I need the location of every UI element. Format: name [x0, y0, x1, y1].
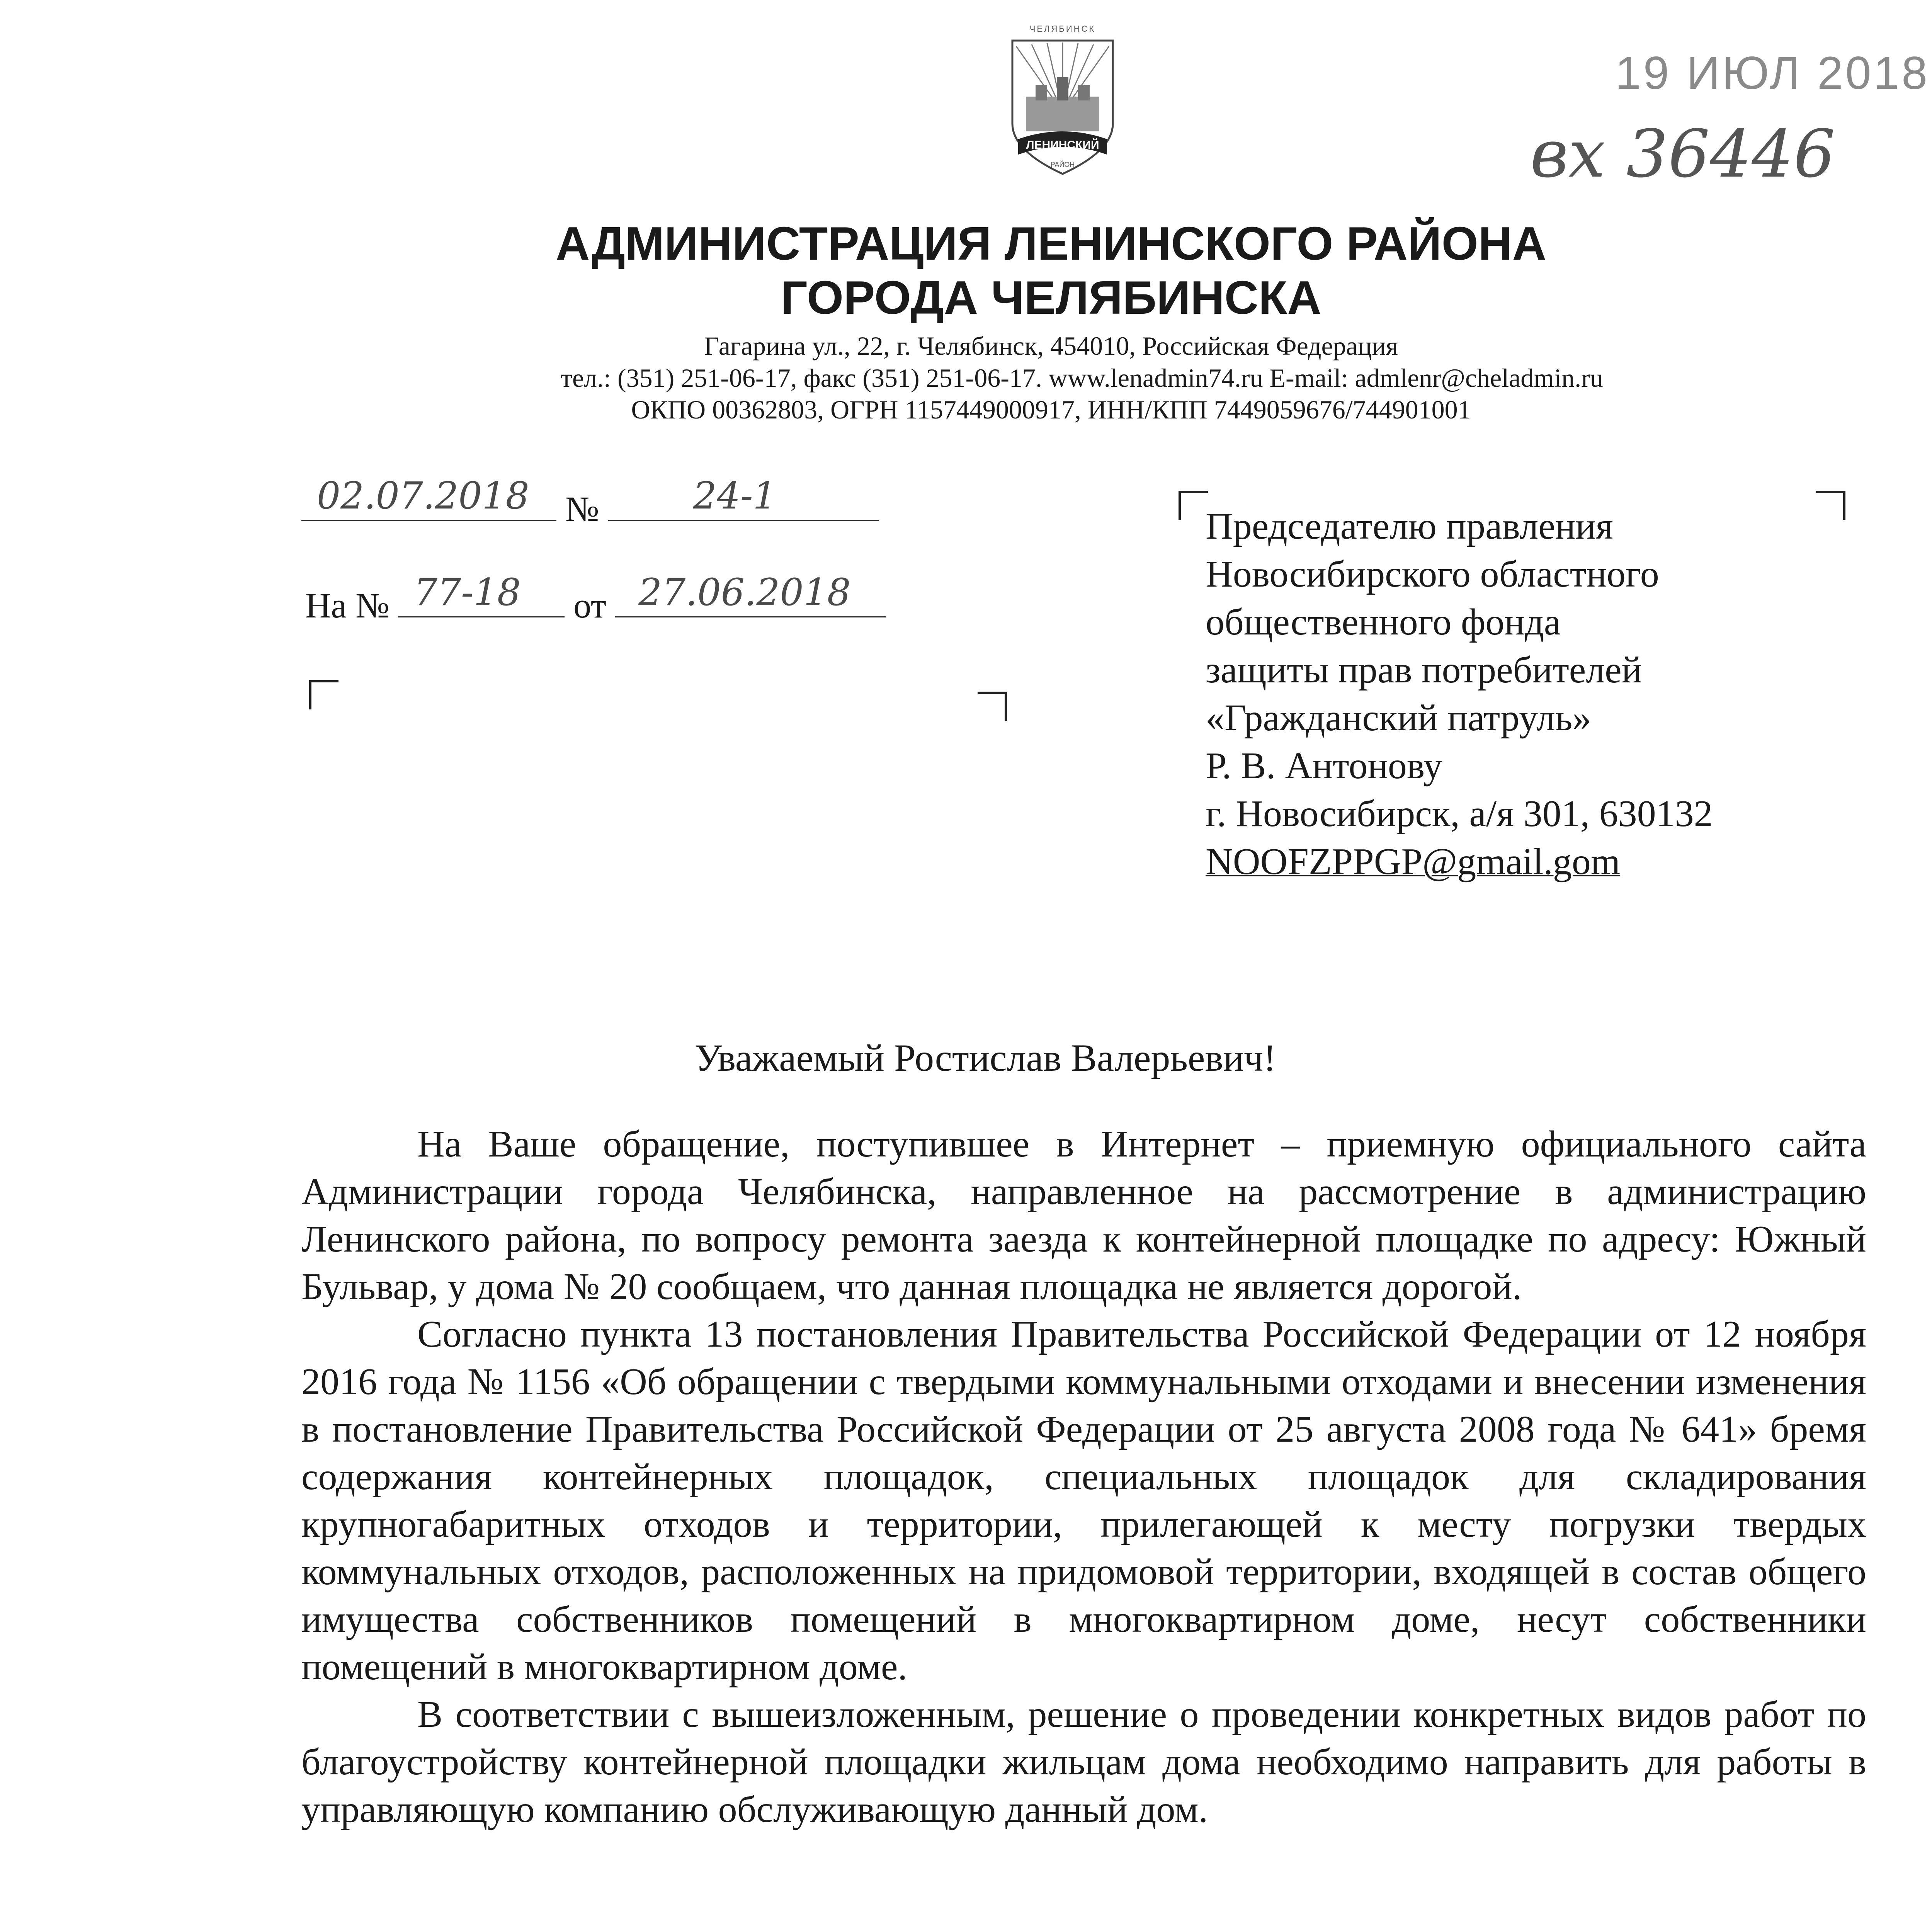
outgoing-number-field: [608, 474, 879, 521]
organization-address: Гагарина ул., 22, г. Челябинск, 454010, Российская Федерация: [704, 331, 1398, 361]
reply-number-field: [398, 571, 565, 617]
registration-stamp-date: 19 ИЮЛ 2018: [1615, 47, 1930, 99]
reply-reference: [305, 571, 886, 626]
district-crest-logo: [989, 23, 1136, 185]
greeting: Уважаемый Ростислав Валерьевич!: [694, 1036, 1276, 1079]
reply-number-label: На №: [305, 586, 390, 625]
outgoing-reference: [301, 474, 879, 529]
outgoing-number: 24-1: [693, 474, 777, 517]
body-paragraph: В соответствии с вышеизложенным, решение о проведении конкретных видов работ по благоустройству контейнерной площадки жильцам дома необходимо направить для работы в управляющую компанию обслуживающую данный дом.: [301, 1694, 1866, 1830]
outgoing-date-field: [301, 474, 556, 521]
recipient-line: Председателю правления: [1206, 505, 1613, 547]
recipient-line: Новосибирского областного: [1206, 553, 1659, 595]
recipient-corner-tl: [1179, 491, 1208, 520]
incoming-number-handwritten: вх 36446: [1530, 116, 1835, 192]
reply-number: 77-18: [414, 571, 521, 614]
organization-codes: ОКПО 00362803, ОГРН 1157449000917, ИНН/КПП 7449059676/744901001: [631, 395, 1471, 424]
number-label: №: [565, 489, 599, 529]
svg-text:ЧЕЛЯБИНСК: ЧЕЛЯБИНСК: [1029, 24, 1096, 34]
reply-date: 27.06.2018: [638, 571, 851, 614]
reply-date-field: [615, 571, 886, 617]
recipient-corner-tr: [1816, 491, 1845, 520]
svg-text:ЛЕНИНСКИЙ: ЛЕНИНСКИЙ: [1026, 139, 1099, 151]
recipient-line: Р. В. Антонову: [1206, 745, 1442, 787]
recipient-line: «Гражданский патруль»: [1206, 697, 1592, 739]
left-block-corner-tr: [978, 692, 1007, 721]
organization-contacts: тел.: (351) 251-06-17, факс (351) 251-06-17. www.lenadmin74.ru E-mail: admlenr@cheladmin.ru: [561, 363, 1603, 393]
recipient-block: [1206, 502, 1713, 886]
title-line-1: АДМИНИСТРАЦИЯ ЛЕНИНСКОГО РАЙОНА: [556, 217, 1546, 270]
body-paragraph: Согласно пункта 13 постановления Правительства Российской Федерации от 12 ноября 2016 года № 1156 «Об обращении с твердыми коммунальными отходами и внесении изменения в постановление Правительства Российской Федерации от 25 августа 2008 года № 641» бремя содержания контейнерных площадок, специальных площадок для складирования крупногабаритных отходов и территории, прилегающей к месту погрузки твердых коммунальных отходов, расположенных на придомовой территории, входящей в состав общего имущества собственников помещений в многоквартирном доме, несут собственники помещений в многоквартирном доме.: [301, 1313, 1866, 1688]
body-paragraph: На Ваше обращение, поступившее в Интернет – приемную официального сайта Администрации города Челябинска, направленное на рассмотрение в администрацию Ленинского района, по вопросу ремонта заезда к контейнерной площадке по адресу: Южный Бульвар, у дома № 20 сообщаем, что данная площадка не является дорогой.: [301, 1123, 1866, 1308]
recipient-line: г. Новосибирск, а/я 301, 630132: [1206, 793, 1713, 835]
organization-title: [0, 216, 1932, 325]
title-line-2: ГОРОДА ЧЕЛЯБИНСКА: [781, 271, 1321, 324]
recipient-email[interactable]: NOOFZPPGP@gmail.gom: [1206, 841, 1621, 883]
recipient-line: общественного фонда: [1206, 601, 1561, 643]
svg-text:РАЙОН: РАЙОН: [1050, 161, 1075, 168]
outgoing-date: 02.07.2018: [317, 474, 529, 517]
letter-body: [301, 1121, 1866, 1833]
reply-from-label: от: [573, 586, 607, 625]
recipient-line: защиты прав потребителей: [1206, 649, 1642, 691]
left-block-corner-tl: [309, 680, 338, 709]
